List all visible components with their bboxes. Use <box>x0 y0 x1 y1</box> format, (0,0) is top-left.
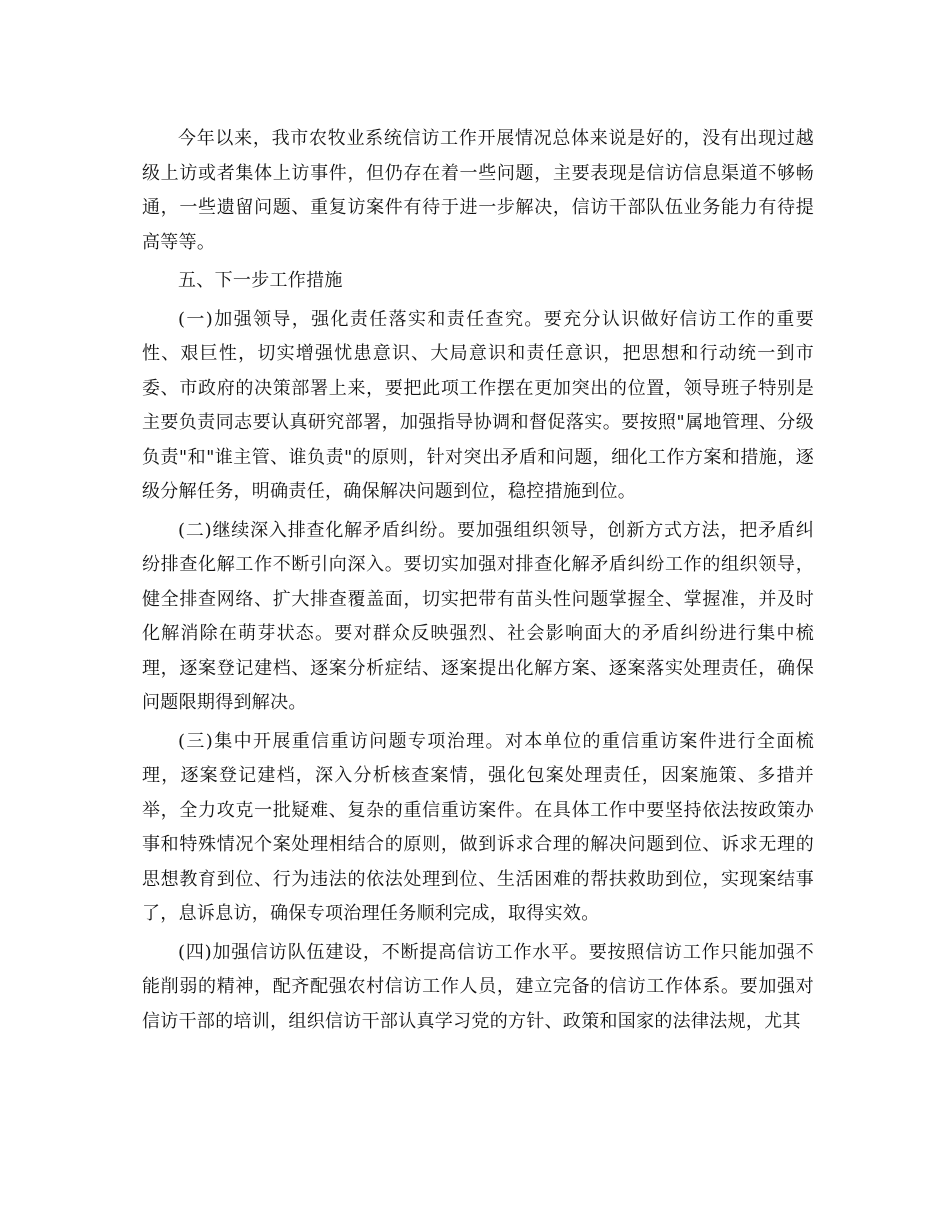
paragraph-measure-2: (二)继续深入排查化解矛盾纠纷。要加强组织领导，创新方式方法，把矛盾纠纷排查化解工作不断引向深入。要切实加强对排查化解矛盾纠纷工作的组织领导，健全排查网络、扩大排查覆盖面，切实把带有苗头性问题掌握全、掌握准，并及时化解消除在萌芽状态。要对群众反映强烈、社会影响面大的矛盾纠纷进行集中梳理，逐案登记建档、逐案分析症结、逐案提出化解方案、逐案落实处理责任，确保问题限期得到解决。 <box>142 519 814 713</box>
paragraph-measure-3: (三)集中开展重信重访问题专项治理。对本单位的重信重访案件进行全面梳理，逐案登记建档，深入分析核查案情，强化包案处理责任，因案施策、多措并举，全力攻克一批疑难、复杂的重信重访案件。在具体工作中要坚持依法按政策办事和特殊情况个案处理相结合的原则，做到诉求合理的解决问题到位、诉求无理的思想教育到位、行为违法的依法处理到位、生活困难的帮扶救助到位，实现案结事了，息诉息访，确保专项治理任务顺利完成，取得实效。 <box>142 730 814 924</box>
paragraph-measure-1: (一)加强领导，强化责任落实和责任查究。要充分认识做好信访工作的重要性、艰巨性，切实增强忧患意识、大局意识和责任意识，把思想和行动统一到市委、市政府的决策部署上来，要把此项工作摆在更加突出的位置，领导班子特别是主要负责同志要认真研究部署，加强指导协调和督促落实。要按照"属地管理、分级负责"和"谁主管、谁负责"的原则，针对突出矛盾和问题，细化工作方案和措施，逐级分解任务，明确责任，确保解决问题到位，稳控措施到位。 <box>142 308 814 502</box>
paragraph-intro: 今年以来，我市农牧业系统信访工作开展情况总体来说是好的，没有出现过越级上访或者集体上访事件，但仍存在着一些问题，主要表现是信访信息渠道不够畅通，一些遗留问题、重复访案件有待于进一步解决，信访干部队伍业务能力有待提高等等。 <box>142 128 814 253</box>
section-heading: 五、下一步工作措施 <box>178 270 343 291</box>
document-body <box>142 122 814 1043</box>
paragraph-measure-4: (四)加强信访队伍建设，不断提高信访工作水平。要按照信访工作只能加强不能削弱的精神，配齐配强农村信访工作人员，建立完备的信访工作体系。要加强对信访干部的培训，组织信访干部认真学习党的方针、政策和国家的法律法规，尤其 <box>142 941 814 1032</box>
